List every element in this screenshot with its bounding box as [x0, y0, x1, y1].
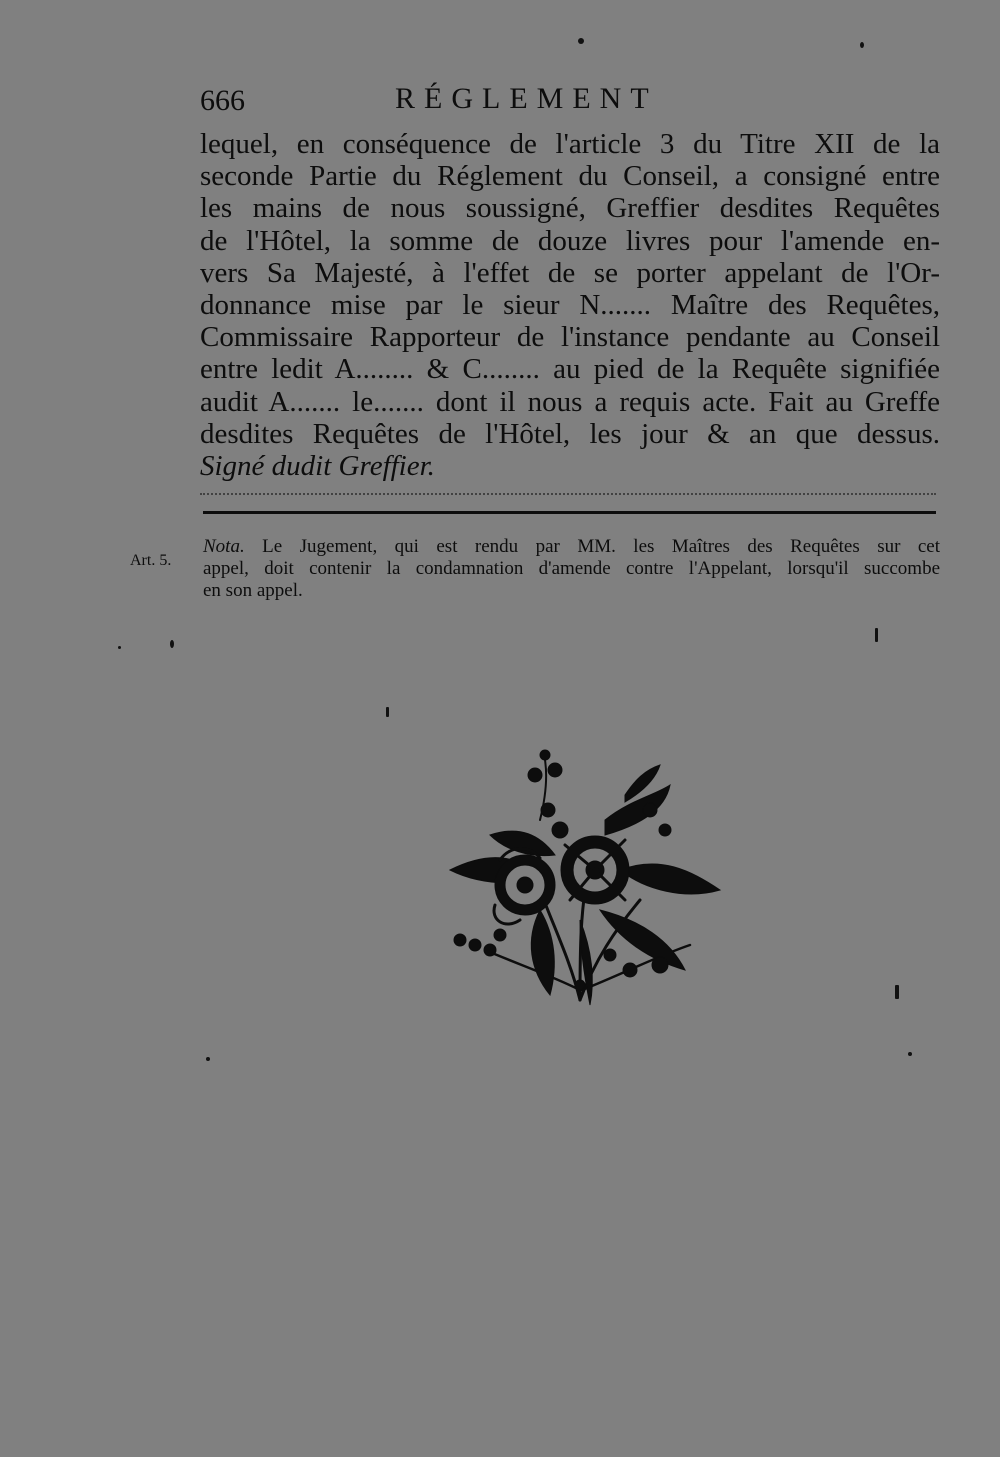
text-line: vers Sa Majesté, à l'effet de se porter appelant de l'Or- [200, 256, 940, 289]
article-margin-note: Art. 5. [130, 552, 172, 569]
scan-speck [118, 646, 121, 649]
text-line: entre ledit A........ & C........ au pied de la Requête signifiée [200, 353, 940, 386]
scan-speck [895, 985, 899, 999]
scan-speck [170, 640, 174, 648]
scan-speck [875, 628, 878, 642]
dotted-rule [200, 493, 936, 495]
nota-line-text: Le Jugement, qui est rendu par MM. les Maîtres des Requêtes sur cet [262, 536, 940, 557]
scan-speck [860, 42, 864, 48]
text-line: lequel, en conséquence de l'article 3 du Titre XII de la [200, 128, 940, 160]
scan-speck [386, 707, 389, 717]
nota-paragraph [203, 536, 940, 602]
text-line: donnance mise par le sieur N....... Maître des Requêtes, [200, 289, 940, 322]
floral-bouquet-icon [430, 740, 730, 1010]
scan-speck [908, 1052, 912, 1056]
text-line: de l'Hôtel, la somme de douze livres pour l'amende en- [200, 224, 940, 257]
running-head: RÉGLEMENT [395, 82, 658, 115]
nota-label: Nota. [203, 536, 245, 557]
page-number: 666 [200, 84, 245, 117]
section-rule [203, 511, 936, 514]
nota-line: appel, doit contenir la condamnation d'amende contre l'Appelant, lorsqu'il succombe [203, 558, 940, 579]
main-text [200, 128, 940, 482]
nota-line [203, 536, 940, 558]
signature-line: Signé dudit Greffier. [200, 450, 435, 483]
text-line: seconde Partie du Réglement du Conseil, a consigné entre [200, 160, 940, 193]
text-line: les mains de nous soussigné, Greffier desdites Requêtes [200, 192, 940, 225]
text-line: audit A....... le....... dont il nous a requis acte. Fait au Greffe [200, 385, 940, 418]
text-line: desdites Requêtes de l'Hôtel, les jour & an que dessus. [200, 417, 940, 450]
text-line: Commissaire Rapporteur de l'instance pendante au Conseil [200, 321, 940, 354]
nota-line: en son appel. [203, 580, 303, 601]
scan-speck [206, 1057, 210, 1061]
scan-speck [578, 38, 584, 44]
